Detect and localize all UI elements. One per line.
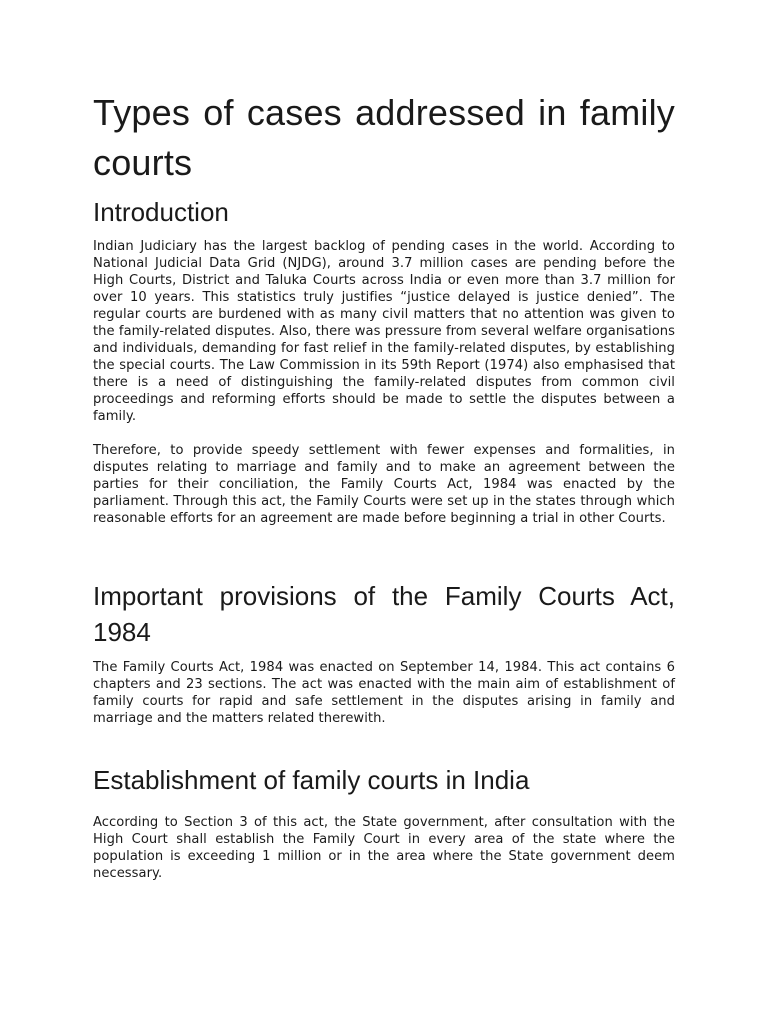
paragraph-introduction-1: Indian Judiciary has the largest backlog of pending cases in the world. According to National Judicial Data Grid (NJDG), around 3.7 million cases are pending before the High Courts, District and Taluka Courts across India or even more than 3.7 million for over 10 years. This statistics truly justifies “justice delayed is justice denied”. The regular courts are burdened with as many civil matters that no attention was given to the family-related disputes. Also, there was pressure from several welfare organisations and individuals, demanding for fast relief in the family-related disputes, by establishing the special courts. The Law Commission in its 59th Report (1974) also emphasised that there is a need of distinguishing the family-related disputes from common civil proceedings and reforming efforts should be made to settle the disputes between a family. xyxy=(93,239,675,424)
page-title: Types of cases addressed in family courts xyxy=(93,92,675,183)
document-page xyxy=(93,88,675,882)
paragraph-important-provisions: The Family Courts Act, 1984 was enacted on September 14, 1984. This act contains 6 chapters and 23 sections. The act was enacted with the main aim of establishment of family courts for rapid and safe settlement in the disputes arising in family and marriage and the matters related therewith. xyxy=(93,660,675,726)
section-heading-establishment: Establishment of family courts in India xyxy=(93,765,530,795)
paragraph-establishment: According to Section 3 of this act, the State government, after consultation with the High Court shall establish the Family Court in every area of the state where the population is exceeding 1 million or in the area where the State government deem necessary. xyxy=(93,815,675,881)
section-heading-introduction: Introduction xyxy=(93,197,229,227)
section-heading-important-provisions: Important provisions of the Family Courts Act, 1984 xyxy=(93,581,675,647)
paragraph-introduction-2: Therefore, to provide speedy settlement with fewer expenses and formalities, in disputes relating to marriage and family and to make an agreement between the parties for their conciliation, the Family Courts Act, 1984 was enacted by the parliament. Through this act, the Family Courts were set up in the states through which reasonable efforts for an agreement are made before beginning a trial in other Courts. xyxy=(93,443,675,526)
